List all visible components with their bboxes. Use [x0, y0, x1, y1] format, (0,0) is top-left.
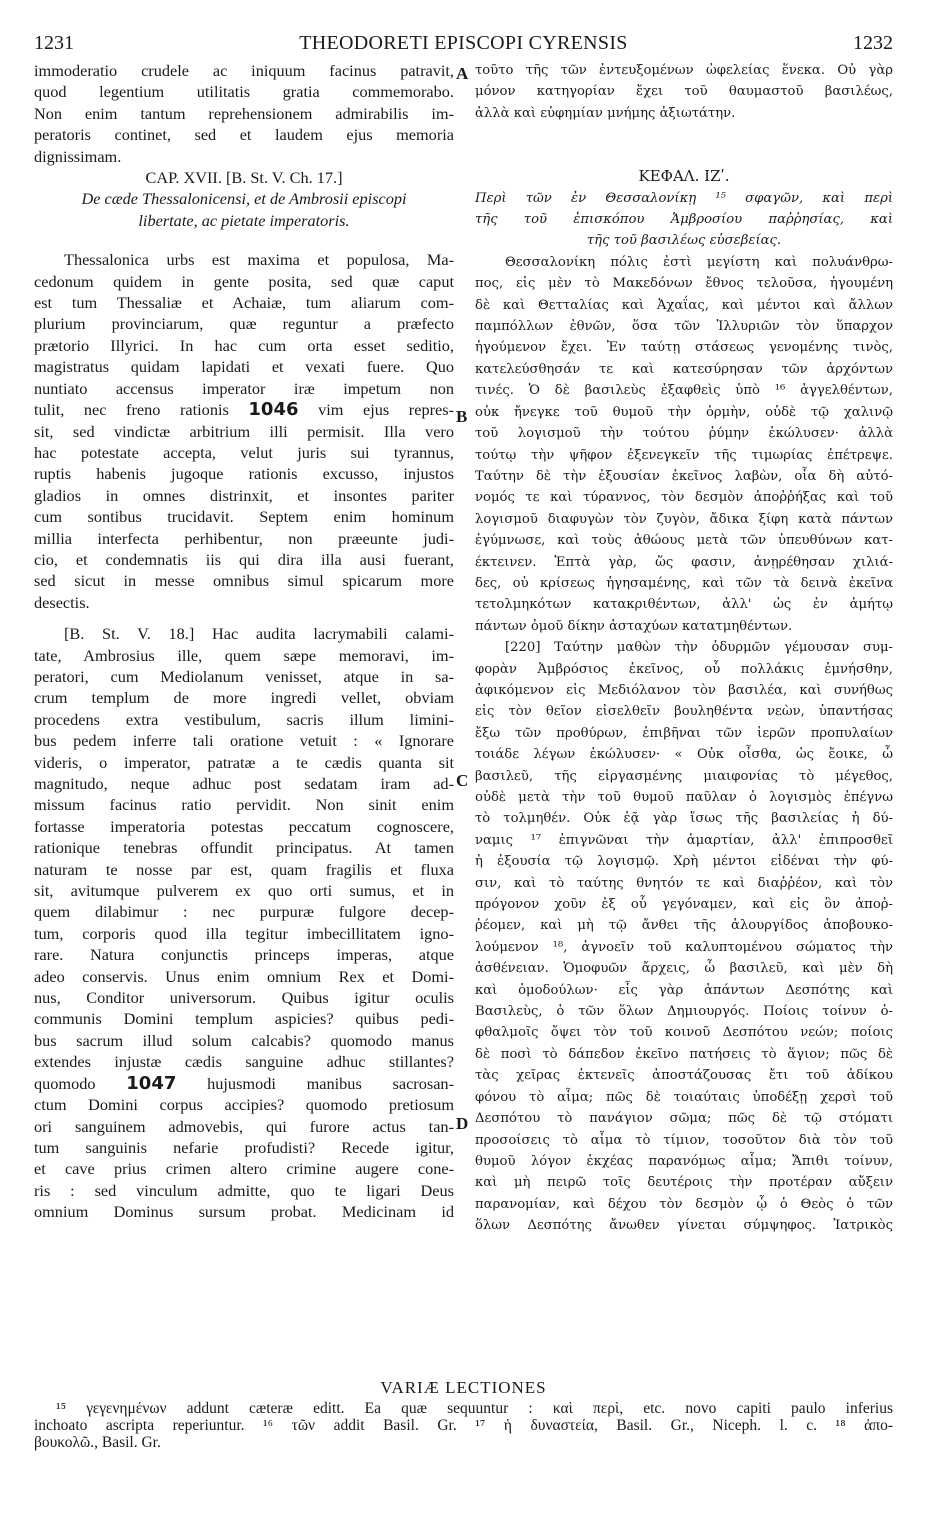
footnote-line: ¹⁵ γεγενημένων addunt cæteræ editt. Ea quæ sequuntur : καὶ περὶ, etc. novo capiti paulo inferius — [56, 1400, 893, 1417]
text-line: crum templum de more ingredi vellet, obviam — [34, 688, 454, 708]
text-line: Δεσπότου τὸ πανάγιον σῶμα; πῶς δὲ τῷ στόματι — [475, 1111, 893, 1127]
latin-column — [34, 60, 454, 1223]
text-line: καὶ μὴ πειρῶ τοῖς δευτέροις τὴν προτέραν αὔξειν — [475, 1175, 893, 1191]
text-line: πρόγονον χοῦν ἐξ οὗ γεγόναμεν, καὶ εἰς ὃν ἀποῤ- — [475, 897, 893, 913]
variae-notes — [34, 1400, 893, 1451]
margin-letter-c: C — [456, 771, 469, 790]
text-line: τετολμηκότων κατακριθέντων, ἀλλ' ὡς ἐν ἀμήτῳ — [475, 597, 893, 613]
text-line: παρανομίαν, καὶ δέχου τὸν δεσμὸν ᾧ ὁ Θεὸς ὁ τῶν — [475, 1196, 893, 1212]
text-line: παμπόλλων ἐθνῶν, ὅσα τῶν Ἰλλυριῶν τὸν ὕπαρχον — [475, 319, 893, 335]
text-line: οὐκ ἤνεγκε τοῦ θυμοῦ τὴν ὁρμὴν, οὐδὲ τῷ χαλινῷ — [475, 404, 893, 420]
text-line: ναμις ¹⁷ ἐπιγνῶναι τὴν ἁμαρτίαν, ἀλλ' ἐπιπροσθεῖ — [475, 832, 893, 848]
text-line: λούμενον ¹⁸, ἀγνοεῖν τοῦ καλυπτομένου σώματος τὴν — [475, 939, 893, 955]
text-line: missum facinus ratio pervidit. Non sinit enim — [34, 795, 454, 815]
text-line: τοῦ λογισμοῦ τὴν τούτου ῥύμην ἐκώλυσεν· ἀλλὰ — [475, 426, 893, 442]
latin-paragraph-1 — [34, 249, 454, 613]
text-line: κατελεύσθησάν τε καὶ κατεσύρησαν τῶν ἀρχόντων — [475, 361, 893, 377]
text-line: πάντων ὁμοῦ δίκην ἀσταχύων κατατμηθέντων. — [475, 618, 793, 634]
text-line: tate, Ambrosius ille, quem sæpe memoravi, im- — [34, 645, 454, 665]
text-line: καὶ ὁμοδούλων· εἷς γὰρ ἁπάντων Δεσπότης καὶ — [475, 982, 893, 998]
latin-chapter-subtitle: libertate, ac pietate imperatoris. — [138, 210, 350, 230]
text-line: videris, o imperator, patratæ a te cædis quanta sit — [34, 752, 454, 772]
text-line: έκτεινεν. Ἑπτὰ γὰρ, ὥς φασιν, ἀνῃρέθησαν χιλιά- — [475, 554, 893, 570]
text-line: ἡγούμενον ἔχει. Ἐν ταύτῃ στάσεως γενομένης τινὸς, — [475, 340, 893, 356]
text-line: τὰς χεῖρας ἐκτενεῖς ἀποστάζουσας ἔτι τοῦ ἀδίκου — [475, 1068, 893, 1084]
text-line: ῥέομεν, καὶ μὴ τῷ ἄνθει τῆς ἁλουργίδος ἀποβουκο- — [475, 918, 893, 934]
latin-top-paragraph — [34, 60, 454, 167]
text-line: prætorio Illyrici. In hac cum orta esset seditio, — [34, 335, 454, 355]
left-page-number: 1231 — [34, 32, 74, 54]
text-line: cum sontibus trucidavit. Septem enim hominum — [34, 507, 454, 527]
running-head — [34, 32, 893, 60]
text-line: ἀλλὰ καὶ εὐφημίαν μνήμης ἀξιωτάτην. — [475, 105, 736, 121]
variae-title: VARIÆ LECTIONES — [380, 1378, 547, 1397]
text-line: τινές. Ὁ δὲ βασιλεὺς ἐξαφθεὶς ὑπὸ ¹⁶ ἀγγελθέντων, — [475, 383, 893, 399]
latin-paragraph-2 — [34, 623, 454, 1222]
text-line: ctum Domini corpus accipies? quomodo pretiosum — [34, 1095, 454, 1115]
text-line: Non enim tantum reprehensionem admirabilis im- — [34, 103, 454, 123]
text-line: desectis. — [34, 592, 90, 612]
text-line: millia interfecta perhibentur, non præeunte judi- — [34, 528, 454, 548]
text-line: peratoris continet, sed et laudem ejus memoria — [34, 125, 454, 145]
text-line: dignissimam. — [34, 146, 122, 166]
text-line: πος, εἰς μὲν τὸ Μακεδόνων ἔθνος τελοῦσα, ἡγουμένη — [475, 276, 893, 292]
greek-chapter-subtitle: Περὶ τῶν ἐν Θεσσαλονίκῃ ¹⁵ σφαγῶν, καὶ περὶ — [475, 190, 893, 206]
text-line: plurium provinciarum, quæ reguntur a præfecto — [34, 314, 454, 334]
text-line: communis Domini templum aspicies? quibus pedi- — [34, 1009, 454, 1029]
text-fragment: vim ejus repres- — [318, 400, 454, 420]
text-line: τοῦτο τῆς τῶν ἐντευξομένων ὠφελείας ἕνεκα. Οὐ γὰρ — [475, 63, 893, 78]
text-line: τοιάδε λέγων ἐκώλυσεν· « Οὐκ οἶσθα, ὡς ἔοικε, ὦ — [475, 747, 893, 763]
text-line — [34, 399, 454, 420]
margin-letter-b: B — [456, 407, 468, 426]
text-line: ris : sed vinculum admitte, quo te ligari Deus — [34, 1180, 454, 1200]
text-line: gladios in omnes distrinxit, et insontes pariter — [34, 485, 454, 505]
text-line: Θεσσαλονίκη πόλις ἐστὶ μεγίστη καὶ πολυάνθρω- — [505, 254, 893, 270]
text-line: cedonum quidem in gente posita, sed quæ caput — [34, 271, 454, 291]
greek-column — [475, 60, 893, 1237]
greek-top-paragraph — [475, 60, 893, 124]
text-line: est tum Thessaliæ et Achaiæ, tum aliarum com- — [34, 293, 454, 313]
text-line: extendes injustæ cædis sanguine adhuc stillantes? — [34, 1052, 454, 1072]
text-fragment: quomodo — [34, 1073, 96, 1093]
text-line: quod legentium utilitatis gratia commemorabo. — [34, 82, 454, 102]
text-fragment: tulit, nec freno rationis — [34, 400, 229, 420]
text-line: σιν, καὶ τὸ ταύτης θνητόν τε καὶ διαῤῥέον, καὶ τὸν — [475, 875, 893, 891]
text-line: rationique tenebras offundit principatus. At tamen — [34, 838, 454, 858]
text-line: οὐδὲ μετὰ τὴν τοῦ θυμοῦ παῦλαν ὁ λογισμὸς ἐπέγνω — [475, 790, 893, 805]
text-line: peratori, cum Mediolanum venisset, atque in sa- — [34, 666, 454, 686]
text-line: μόνον κατηγορίαν ἔχει τοῦ θαυμαστοῦ βασιλέως, — [475, 84, 893, 100]
text-line: [B. St. V. 18.] Hac audita lacrymabili calami- — [64, 624, 454, 644]
text-line: ἀσθένειαν. Ὁμοφυῶν ἄρχεις, ὦ βασιλεῦ, καὶ μὲν δὴ — [475, 961, 893, 977]
text-line: sit, sed vindictæ arbitrium illi permisit. Illa vero — [34, 421, 454, 441]
text-line: Thessalonica urbs est maxima et populosa, Ma- — [64, 250, 454, 270]
text-line: λογισμοῦ διαφυγὼν τὸν ζυγὸν, ἄδικα ξίφη κατὰ πάντων — [475, 511, 893, 527]
column-number-1047: 1047 — [126, 1072, 177, 1094]
text-line: ἡ ἐξουσία τῷ λογισμῷ. Χρὴ μέντοι εἰδέναι τὴν φύ- — [475, 854, 893, 870]
text-line: φόνου τὸ αἷμα; πῶς δὲ τοιαύταις ὑποδέξῃ χερσὶ τοῦ — [475, 1089, 893, 1105]
text-line: Βασιλεὺς, ὁ τῶν ὅλων Δημιουργός. Ποίοις τοίνυν ὀ- — [475, 1004, 893, 1020]
greek-chapter-subtitle: τῆς τοῦ βασιλέως εὐσεβείας. — [586, 233, 782, 249]
text-line: τὸ τολμηθέν. Οὐκ ἐᾷ γὰρ ἴσως τῆς βασιλείας ἡ δύ- — [475, 811, 893, 827]
text-line: ἀφικόμενον εἰς Μεδιόλανον τὸν βασιλέα, καὶ συνήθως — [475, 682, 893, 698]
text-line: ἐγύμνωσε, καὶ τοὺς ἀθώους μετὰ τῶν ὑπευθύνων κατ- — [475, 533, 893, 549]
variae-lectiones — [34, 1378, 893, 1451]
text-line: fortasse imperatoria potestas peccatum cognoscere, — [34, 816, 454, 836]
text-line: τούτῳ τὴν ψῆφον ἐξενεγκεῖν τῆς τιμωρίας ἐπέτρεψε. — [475, 447, 893, 463]
text-line: sed sicut in messe omnibus simul spicarum more — [34, 571, 454, 591]
text-line: sit, avitumque pulverem ex quo orti sumus, et in — [34, 881, 454, 901]
text-line: δὲ ποσὶ τὸ δάπεδον ἐκεῖνο πατήσεις τὸ ἅγιον; πῶς δὲ — [475, 1046, 893, 1062]
text-line: νομός τε καὶ τύραννος, τὸν δεσμὸν ἀποῤῥήξας καὶ τοῦ — [475, 490, 893, 506]
text-line: φορὰν Ἀμβρόσιος ἐκεῖνος, οὗ πολλάκις ἐμνήσθην, — [475, 661, 893, 677]
text-line: rare. Natura conjunctis princeps imperas, atque — [34, 945, 454, 965]
text-line: δες, οὐ κρίσεως ἡγησαμένης, καὶ τῶν τὰ δεινὰ ἐκεῖνα — [475, 575, 893, 591]
text-line: tum, corporis quod illa tegitur imbecillitatem igno- — [34, 923, 454, 943]
text-line: ὅλων Δεσπότης ἄνωθεν γίνεται σύμψηφος. Ἰατρικὸς — [475, 1218, 893, 1234]
text-line: cio, et condemnatis iis qui dira illa ausi fuerant, — [34, 549, 454, 569]
column-number-1046: 1046 — [248, 399, 299, 421]
text-line: adeo conservis. Unus enim omnium Rex et Domi- — [34, 966, 454, 986]
text-line: ruptis habenis jugoque rationis excusso, injustos — [34, 464, 454, 484]
right-page-number: 1232 — [853, 32, 893, 54]
margin-letter-a: A — [456, 64, 469, 83]
latin-chapter-heading: CAP. XVII. [B. St. V. Ch. 17.] — [145, 168, 343, 188]
text-line: procedens extra vestibulum, sacris illum limini- — [34, 709, 454, 729]
greek-chapter-subtitle: τῆς τοῦ ἐπισκόπου Ἀμβροσίου παῤῥησίας, καὶ — [475, 212, 893, 228]
greek-chapter-heading: ΚΕΦΑΛ. ΙΖʹ. — [638, 167, 730, 186]
latin-chapter-subtitle: De cæde Thessalonicensi, et de Ambrosii episcopi — [81, 189, 407, 209]
text-line: magistratus quidam lapidati et vexati fuere. Quo — [34, 357, 454, 377]
text-line: βασιλεῦ, τῆς εἰργασμένης μιαιφονίας τὸ μέγεθος, — [475, 768, 893, 784]
page-title: THEODORETI EPISCOPI CYRENSIS — [299, 32, 628, 54]
text-line: θυμοῦ λόγον ἐκχέας παρανόμως αἷμα; Ἄπιθι τοίνυν, — [475, 1153, 893, 1169]
text-line: δὲ καὶ Θετταλίας καὶ Ἀχαΐας, καὶ μέντοι καὶ ἄλλων — [475, 297, 893, 313]
footnote-line: βουκολῶ., Basil. Gr. — [34, 1434, 161, 1451]
margin-letter-d: D — [456, 1114, 469, 1133]
text-line: hac potestate accepta, velut juris sui tyrannus, — [34, 442, 454, 462]
text-line: quem dilabimur : nec purpuræ fulgore decep- — [34, 902, 454, 922]
text-line — [34, 1073, 454, 1094]
text-line: ori sanguinem admovebis, qui furore actus tan- — [34, 1116, 454, 1136]
text-line: ἔξω τῶν προθύρων, ἐπιβῆναι τῶν ἱερῶν προπυλαίων — [475, 725, 893, 741]
text-line: nuntiato accensus imperator iræ impetum non — [34, 378, 454, 398]
text-line: et cave prius crimen altero crimine augere cone- — [34, 1159, 454, 1179]
text-line: omnium Dominus sursum probat. Medicinam id — [34, 1202, 454, 1222]
greek-paragraph-2 — [475, 637, 893, 1236]
text-line: Ταύτην δὲ τὴν ἐξουσίαν ἐκεῖνος λαβὼν, οἷα δὴ αὐτό- — [475, 468, 893, 484]
text-line: magnitudo, neque adhuc post sedatam iram ad- — [34, 774, 454, 793]
text-line: tum sanguinis nefarie profudisti? Recede igitur, — [34, 1137, 454, 1157]
text-fragment: hujusmodi manibus sacrosan- — [207, 1073, 454, 1093]
text-line: immoderatio crudele ac iniquum facinus patravit, — [34, 61, 454, 80]
text-line: εἰς τὸν θεῖον εἰσελθεῖν βουληθέντα νεὼν, ὑπαντήσας — [475, 704, 893, 720]
greek-paragraph-1 — [475, 252, 893, 637]
text-line: naturam te nosse par est, quam fragilis et fluxa — [34, 859, 454, 879]
text-line: bus sacrum illud solum calcabis? quomodo manus — [34, 1030, 454, 1050]
text-line: bus pedem inferre tali oratione vetuit : « Ignorare — [34, 731, 454, 751]
footnote-line: inchoato ascripta reperiuntur. ¹⁶ τῶν addit Basil. Gr. ¹⁷ ἡ δυναστεία, Basil. Gr., Niceph. l. c. ¹⁸ ἀπο- — [34, 1417, 893, 1434]
text-line: προσοίσεις τὸ αἷμα τὸ τίμιον, τοσοῦτον διὰ τὸν τοῦ — [475, 1132, 893, 1148]
text-line: nus, Conditor universorum. Quibus igitur oculis — [34, 988, 454, 1008]
text-line: φθαλμοῖς ὄψει τὸν τοῦ κοινοῦ Δεσπότου νεών; ποίοις — [475, 1025, 893, 1041]
text-line: [220] Ταύτην μαθὼν τὴν ὀδυρμῶν γέμουσαν συμ- — [505, 640, 893, 656]
